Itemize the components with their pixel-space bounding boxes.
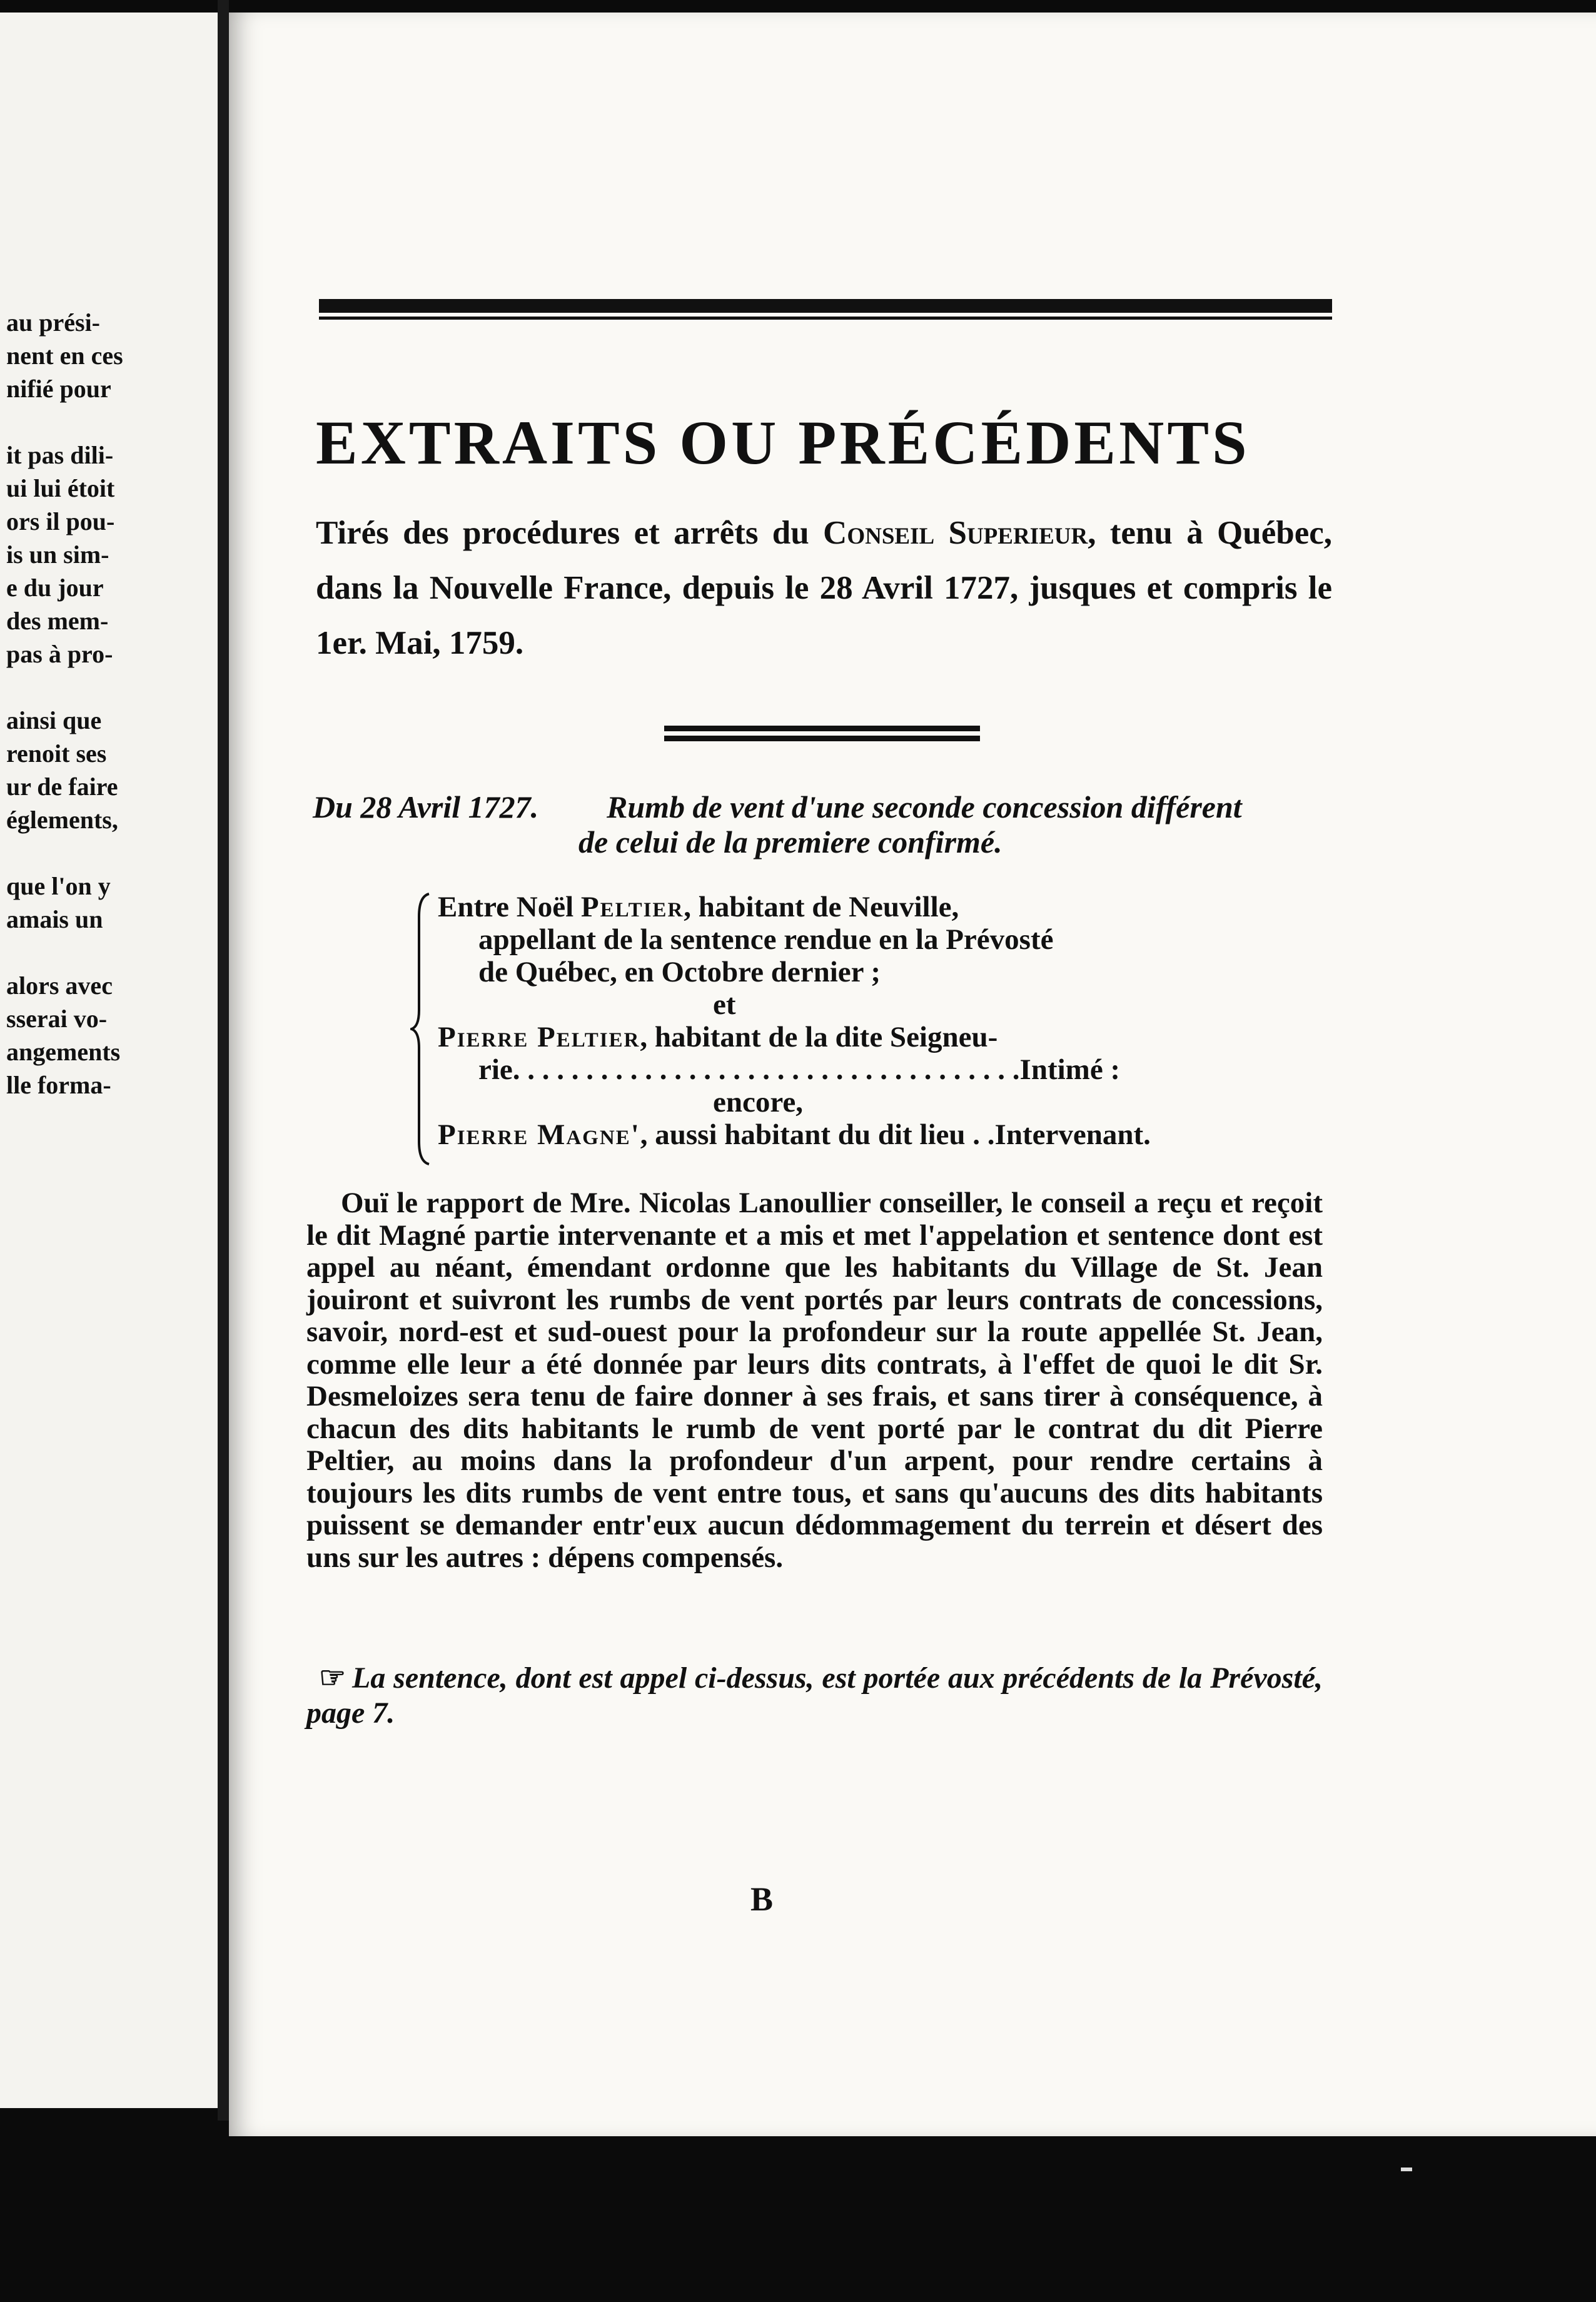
left-page-line: que l'on y	[6, 872, 111, 900]
left-page-line: angements	[6, 1038, 121, 1066]
left-page-line: ur de faire	[6, 773, 118, 801]
entry-heading	[313, 789, 1332, 859]
left-page-line: au prési-	[6, 308, 100, 337]
subtitle-council: Conseil Superieur	[823, 515, 1088, 551]
respondent-name: Pierre Peltier	[438, 1021, 640, 1053]
subtitle-text-2: , tenu à Québec, dans la Nouvelle France, depuis le 28 Avril 1727, jusques et compris le 1er. Mai, 1759.	[316, 515, 1333, 661]
left-page-line: amais un	[6, 905, 103, 933]
section-rule-top	[664, 726, 980, 731]
left-page-line: renoit ses	[6, 739, 107, 768]
left-page-line: ui lui étoit	[6, 474, 115, 502]
left-page-line: ors il pou-	[6, 507, 115, 535]
footnote	[306, 1661, 1323, 1731]
parties-brace	[410, 891, 435, 1167]
entry-date: Du 28 Avril 1727.	[313, 789, 539, 824]
top-rule-thin	[319, 317, 1332, 320]
party-line-3: de Québec, en Octobre dernier ;	[478, 956, 881, 988]
left-page-line: nifié pour	[6, 375, 111, 403]
left-page-line: e du jour	[6, 574, 104, 602]
signature-mark: B	[750, 1880, 774, 1918]
page-title: EXTRAITS OU PRÉCÉDENTS	[316, 408, 1250, 477]
subtitle-text-1: Tirés des procédures et arrêts du	[316, 515, 824, 551]
left-page-line: ainsi que	[6, 706, 102, 734]
entry-heading-line-2: de celui de la premiere confirmé.	[578, 824, 1003, 859]
party-line-5-post: , habitant de la dite Seigneu-	[640, 1021, 998, 1053]
left-page-line: sserai vo-	[6, 1005, 108, 1033]
party-line-6: rie. . . . . . . . . . . . . . . . . . . . . . . . . . . . . . . . . . .Intimé :	[478, 1053, 1121, 1086]
section-rule-bottom	[664, 736, 980, 741]
left-page-line: lle forma-	[6, 1071, 111, 1099]
party-line-1-pre: Entre Noël	[438, 891, 581, 923]
parties-block	[438, 891, 1326, 1151]
margin-mark	[1401, 2168, 1412, 2171]
top-rule-thick	[319, 299, 1332, 313]
intervenor-name: Pierre Magne'	[438, 1118, 640, 1151]
party-line-7: encore,	[713, 1086, 803, 1118]
left-page-line: alors avec	[6, 971, 113, 1000]
party-line-2: appellant de la sentence rendue en la Prévosté	[478, 923, 1054, 956]
left-facing-page	[0, 13, 218, 2108]
judgment-paragraph: Ouï le rapport de Mre. Nicolas Lanoullier conseiller, le conseil a reçu et reçoit le dit Magné partie intervenante et a mis et met l'appelation et sentence dont est appel au néant, émendant ordonne que les habitants du Village de St. Jean jouiront et suivront les rumbs de vent portés par leurs contrats de concessions, savoir, nord-est et sud-ouest pour la profondeur sur la route appellée St. Jean, comme elle leur a été donnée par leurs dits contrats, à l'effet de quoi le dit Sr. Desmeloizes sera tenu de faire donner à ses frais, et sans tirer à conséquence, à chacun des dits habitants le rumb de vent porté par le contrat du dit Pierre Peltier, au moins dans la profondeur d'un arpent, pour rendre certains à toujours les dits rumbs de vent entre tous, et sans qu'aucuns des dits habitants puissent se demander entr'eux aucun dédommagement du terrein et désert des uns sur les autres : dépens compensés.	[306, 1187, 1323, 1574]
pointing-hand-icon: ☞	[319, 1661, 346, 1695]
judgment-text	[306, 1187, 1323, 1574]
left-page-line: des mem-	[6, 607, 109, 635]
party-line-8-post: , aussi habitant du dit lieu . .Intervenant.	[640, 1118, 1151, 1151]
party-line-4: et	[713, 988, 736, 1021]
subtitle	[316, 505, 1332, 671]
left-page-line: nent en ces	[6, 342, 123, 370]
page-gutter	[218, 0, 229, 2121]
party-line-8	[438, 1118, 1326, 1151]
left-page-line: is un sim-	[6, 540, 109, 569]
party-line-1-post: , habitant de Neuville,	[684, 891, 959, 923]
left-page-line: it pas dili-	[6, 441, 114, 469]
left-page-line: églements,	[6, 806, 118, 834]
party-line-1	[438, 891, 1326, 923]
footnote-text: La sentence, dont est appel ci-dessus, est portée aux précédents de la Prévosté, page 7.	[306, 1661, 1323, 1730]
party-line-5	[438, 1021, 1326, 1053]
left-page-line: pas à pro-	[6, 640, 113, 668]
appellant-name: Peltier	[580, 891, 684, 923]
entry-heading-line-1: Rumb de vent d'une seconde concession différent	[607, 789, 1242, 824]
